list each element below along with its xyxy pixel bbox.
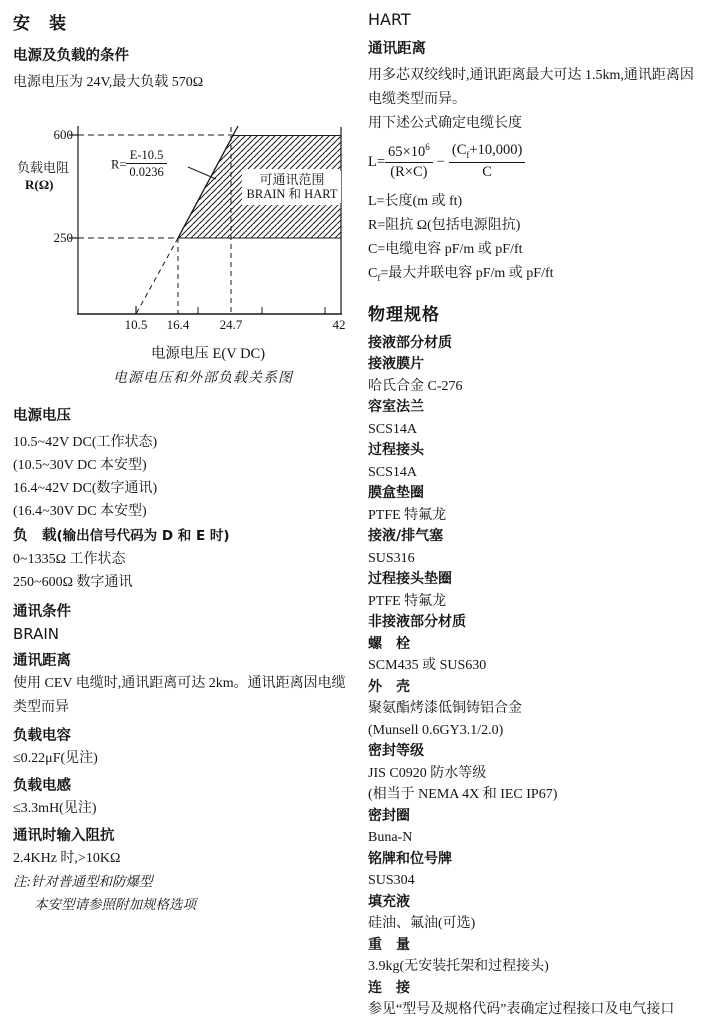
left-column	[13, 0, 355, 916]
spec-item	[368, 483, 704, 526]
note-line-1: 注:针对普通型和防爆型	[13, 874, 153, 889]
spec-item	[368, 806, 704, 849]
cable-length-formula: L= $\frac{65\times 10^6}{(R\times C)}$ − $\frac{(C_f+10,000)}{C}$	[368, 142, 704, 180]
brain-distance-text: 使用 CEV 电缆时,通讯距离可达 2km。通讯距离因电缆类型而异	[13, 676, 346, 715]
formula-pointer-line	[188, 167, 216, 179]
spec-label: 连 接	[368, 979, 410, 996]
spec-label: 容室法兰	[368, 399, 424, 416]
spec-label: 重 量	[368, 936, 410, 953]
spec-item	[368, 569, 704, 612]
heading-input-impedance: 通讯时输入阻抗	[13, 828, 115, 844]
heading-load-capacitance: 负载电容	[13, 728, 71, 744]
spec-item	[368, 634, 704, 677]
formula-var-Cf: $C_f=$最大并联电容 pF/m 或 pF/ft	[368, 266, 554, 283]
heading-load: 负 载(输出信号代码为 D 和 E 时)	[13, 528, 230, 544]
spec-value: 硅油、氟油(可选)	[368, 916, 476, 932]
section-title-installation: 安 装	[13, 14, 67, 34]
x-tick-24-7: 24.7	[219, 317, 243, 332]
spec-item	[368, 978, 704, 1021]
supply-voltage-line: 10.5~42V DC(工作状态)	[13, 435, 158, 450]
spec-value: JIS C0920 防水等级	[368, 765, 487, 781]
spec-label: 过程接头垫圈	[368, 571, 452, 588]
spec-item	[368, 935, 704, 978]
spec-value: 参见“型号及规格代码”表确定过程接口及电气接口	[368, 1002, 675, 1018]
note-line-2: 本安型请参照附加规格选项	[34, 897, 196, 912]
spec-value: SCS14A	[368, 421, 418, 437]
supply-voltage-line: 16.4~42V DC(数字通讯)	[13, 481, 158, 496]
spec-value: (Munsell 0.6GY3.1/2.0)	[368, 722, 504, 738]
load-line: 0~1335Ω 工作状态	[13, 552, 126, 567]
heading-supply-voltage: 电源电压	[13, 408, 71, 424]
x-tick-42: 42	[332, 317, 346, 332]
spec-value: PTFE 特氟龙	[368, 593, 447, 609]
x-tick-16-4: 16.4	[166, 317, 190, 332]
x-tick-10-5: 10.5	[124, 317, 148, 332]
spec-label: 外 壳	[368, 678, 410, 695]
cable-length-intro: 用下述公式确定电缆长度	[368, 116, 522, 131]
x-axis-title: 电源电压 E(V DC)	[150, 346, 266, 362]
formula-var-C: C=电缆电容 pF/m 或 pF/ft	[368, 242, 523, 258]
supply-voltage-load-chart	[13, 116, 361, 392]
spec-value: SUS304	[368, 873, 415, 889]
spec-label: 螺 栓	[368, 635, 410, 652]
spec-label: 接液膜片	[368, 356, 424, 373]
boundary-formula: R= $\frac{E-10.5}{0.0236}$	[111, 148, 167, 180]
spec-value: Buna-N	[368, 830, 413, 846]
y-tick-250: 250	[53, 230, 73, 245]
load-capacitance-value: ≤0.22μF(见注)	[13, 751, 98, 766]
heading-physical-specs: 物理规格	[368, 304, 440, 325]
spec-value: 哈氏合金 C-276	[368, 378, 463, 394]
formula-var-L: L=长度(m 或 ft)	[368, 194, 463, 210]
hart-label: HART	[368, 10, 411, 29]
boundary-extension-dashed	[136, 238, 178, 314]
spec-item	[368, 354, 704, 397]
supply-voltage-line: (16.4~30V DC 本安型)	[13, 504, 147, 519]
heading-hart-distance: 通讯距离	[368, 41, 426, 57]
heading-power-load-conditions: 电源及负载的条件	[13, 48, 129, 64]
input-impedance-value: 2.4KHz 时,>10KΩ	[13, 851, 121, 866]
region-label: 可通讯范围 BRAIN 和 HART	[243, 171, 341, 203]
spec-label: 膜盒垫圈	[368, 485, 424, 502]
spec-item	[368, 849, 704, 892]
heading-comm-conditions: 通讯条件	[13, 604, 71, 620]
y-axis-label-line2: R(Ω)	[25, 177, 54, 192]
spec-value: (相当于 NEMA 4X 和 IEC IP67)	[368, 787, 558, 803]
spec-item	[368, 526, 704, 569]
spec-value: PTFE 特氟龙	[368, 507, 447, 523]
load-inductance-value: ≤3.3mH(见注)	[13, 801, 97, 816]
spec-value: SUS316	[368, 550, 415, 566]
heading-brain-distance: 通讯距离	[13, 653, 71, 669]
supply-voltage-line: (10.5~30V DC 本安型)	[13, 458, 147, 473]
spec-label: 接液/排气塞	[368, 528, 444, 545]
hart-distance-text: 用多芯双绞线时,通讯距离最大可达 1.5km,通讯距离因电缆类型而异。	[368, 68, 694, 107]
spec-item	[368, 892, 704, 935]
load-line: 250~600Ω 数字通讯	[13, 575, 133, 590]
spec-item	[368, 440, 704, 483]
y-axis-label-line1: 负载电阻	[17, 160, 70, 175]
heading-wetted-materials: 接液部分材质	[368, 334, 452, 351]
spec-label: 铭牌和位号牌	[368, 850, 452, 867]
power-load-condition-text: 电源电压为 24V,最大负载 570Ω	[13, 75, 204, 90]
spec-label: 填充液	[368, 893, 410, 910]
formula-var-R: R=阻抗 Ω(包括电源阻抗)	[368, 218, 521, 234]
spec-label: 密封圈	[368, 807, 410, 824]
spec-value: SCM435 或 SUS630	[368, 658, 487, 674]
spec-value: 3.9kg(无安装托架和过程接头)	[368, 959, 549, 975]
spec-item	[368, 397, 704, 440]
chart-caption: 电源电压和外部负载关系图	[113, 371, 293, 386]
spec-value: 聚氨酯烤漆低铜铸铝合金	[368, 701, 522, 717]
spec-item	[368, 677, 704, 742]
spec-label: 过程接头	[368, 442, 424, 459]
heading-load-inductance: 负载电感	[13, 778, 71, 794]
spec-value: SCS14A	[368, 464, 418, 480]
spec-item	[368, 741, 704, 806]
heading-nonwetted-materials: 非接液部分材质	[368, 614, 466, 631]
right-column	[368, 0, 704, 1021]
spec-label: 密封等级	[368, 743, 424, 760]
y-tick-600: 600	[53, 127, 73, 142]
brain-label: BRAIN	[13, 625, 60, 643]
